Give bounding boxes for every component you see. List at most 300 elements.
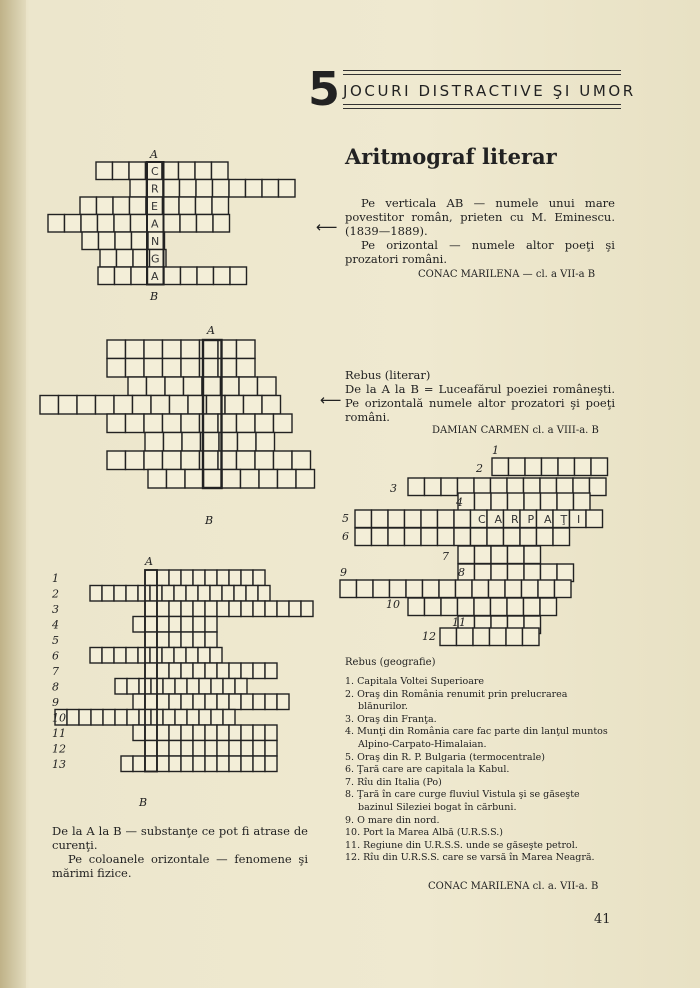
puzzle4-cell[interactable] [388, 510, 405, 528]
puzzle3-cell[interactable] [181, 725, 193, 741]
puzzle1-cell[interactable] [196, 180, 213, 198]
puzzle4-cell[interactable] [555, 580, 572, 598]
puzzle4-cell[interactable] [475, 564, 492, 582]
puzzle2-cell[interactable] [59, 396, 78, 415]
puzzle4-cell[interactable] [489, 580, 506, 598]
puzzle2-cell[interactable] [181, 340, 200, 359]
puzzle2-cell[interactable] [259, 470, 278, 489]
puzzle3-cell[interactable] [157, 741, 169, 757]
puzzle3-cell[interactable] [205, 756, 217, 772]
puzzle2-cell[interactable] [163, 340, 182, 359]
puzzle2-cell[interactable] [144, 340, 163, 359]
puzzle3-cell[interactable] [103, 710, 115, 726]
puzzle4-cell[interactable] [557, 564, 574, 582]
puzzle4-cell[interactable] [524, 598, 541, 616]
puzzle3-cell[interactable] [150, 648, 162, 664]
puzzle4-cell[interactable] [454, 510, 471, 528]
puzzle1-cell[interactable] [212, 197, 229, 215]
puzzle4-cell[interactable] [558, 458, 575, 476]
puzzle2-cell[interactable] [262, 396, 281, 415]
puzzle3-cell[interactable] [199, 679, 211, 695]
puzzle4-cell[interactable] [509, 458, 526, 476]
puzzle2-cell[interactable] [244, 396, 263, 415]
puzzle3-cell[interactable] [91, 710, 103, 726]
puzzle2-cell[interactable] [202, 377, 221, 396]
puzzle3-cell[interactable] [253, 601, 265, 617]
puzzle2-cell[interactable] [237, 451, 256, 470]
puzzle4-cell[interactable] [504, 528, 521, 546]
puzzle4-cell[interactable] [557, 493, 574, 511]
puzzle2-cell[interactable] [133, 396, 152, 415]
puzzle2-cell[interactable] [96, 396, 115, 415]
puzzle1-cell[interactable] [279, 180, 296, 198]
puzzle2-cell[interactable] [163, 414, 182, 433]
puzzle3-cell[interactable] [145, 741, 157, 757]
puzzle4-cell[interactable] [475, 546, 492, 564]
puzzle3-cell[interactable] [289, 601, 301, 617]
puzzle3-cell[interactable] [217, 663, 229, 679]
puzzle4-cell[interactable] [340, 580, 357, 598]
puzzle1-cell[interactable] [213, 180, 230, 198]
puzzle4-cell[interactable] [357, 580, 374, 598]
puzzle2-cell[interactable] [238, 433, 257, 452]
puzzle3-cell[interactable] [205, 663, 217, 679]
puzzle4-cell[interactable] [405, 528, 422, 546]
puzzle3-cell[interactable] [205, 570, 217, 586]
puzzle4-cell[interactable] [454, 528, 471, 546]
puzzle2-cell[interactable] [170, 396, 189, 415]
puzzle3-cell[interactable] [169, 601, 181, 617]
puzzle2-cell[interactable] [204, 470, 223, 489]
puzzle3-cell[interactable] [67, 710, 79, 726]
puzzle3-cell[interactable] [126, 586, 138, 602]
puzzle3-cell[interactable] [169, 725, 181, 741]
puzzle3-cell[interactable] [193, 663, 205, 679]
puzzle1-cell[interactable] [97, 197, 114, 215]
puzzle3-cell[interactable] [145, 694, 157, 710]
puzzle4-cell[interactable] [471, 528, 488, 546]
puzzle3-cell[interactable] [193, 756, 205, 772]
puzzle3-cell[interactable] [301, 601, 313, 617]
puzzle2-cell[interactable] [255, 414, 274, 433]
puzzle3-cell[interactable] [241, 741, 253, 757]
puzzle4-cell[interactable] [591, 458, 608, 476]
puzzle3-cell[interactable] [277, 694, 289, 710]
puzzle2-cell[interactable] [151, 396, 170, 415]
puzzle3-cell[interactable] [265, 663, 277, 679]
puzzle3-cell[interactable] [241, 725, 253, 741]
puzzle4-cell[interactable] [508, 493, 525, 511]
puzzle1-cell[interactable] [196, 197, 213, 215]
puzzle1-cell[interactable] [113, 162, 130, 180]
puzzle3-cell[interactable] [205, 632, 217, 648]
puzzle2-cell[interactable] [164, 433, 183, 452]
puzzle2-cell[interactable] [147, 377, 166, 396]
puzzle3-cell[interactable] [157, 694, 169, 710]
puzzle3-cell[interactable] [205, 741, 217, 757]
puzzle3-cell[interactable] [193, 632, 205, 648]
puzzle3-cell[interactable] [145, 617, 157, 633]
puzzle2-cell[interactable] [221, 377, 240, 396]
puzzle3-cell[interactable] [193, 570, 205, 586]
puzzle2-cell[interactable] [126, 340, 145, 359]
puzzle4-cell[interactable] [473, 628, 490, 646]
puzzle3-cell[interactable] [222, 586, 234, 602]
puzzle4-cell[interactable] [492, 458, 509, 476]
puzzle3-cell[interactable] [205, 725, 217, 741]
puzzle1-cell[interactable] [179, 162, 196, 180]
puzzle3-cell[interactable] [187, 710, 199, 726]
puzzle3-cell[interactable] [187, 679, 199, 695]
puzzle3-cell[interactable] [181, 694, 193, 710]
puzzle3-cell[interactable] [133, 756, 145, 772]
puzzle2-cell[interactable] [144, 359, 163, 378]
puzzle4-cell[interactable] [508, 546, 525, 564]
puzzle2-cell[interactable] [292, 451, 311, 470]
puzzle4-cell[interactable] [508, 564, 525, 582]
puzzle3-cell[interactable] [181, 632, 193, 648]
puzzle3-cell[interactable] [265, 741, 277, 757]
puzzle3-cell[interactable] [205, 617, 217, 633]
puzzle4-cell[interactable] [372, 528, 389, 546]
puzzle3-cell[interactable] [198, 648, 210, 664]
puzzle3-cell[interactable] [241, 694, 253, 710]
puzzle4-cell[interactable] [505, 580, 522, 598]
puzzle3-cell[interactable] [157, 663, 169, 679]
puzzle2-cell[interactable] [165, 377, 184, 396]
puzzle3-cell[interactable] [102, 586, 114, 602]
puzzle4-cell[interactable] [590, 478, 607, 496]
puzzle4-cell[interactable] [541, 564, 558, 582]
puzzle1-cell[interactable] [114, 215, 131, 233]
puzzle2-cell[interactable] [241, 470, 260, 489]
puzzle3-cell[interactable] [163, 679, 175, 695]
puzzle1-cell[interactable] [246, 180, 263, 198]
puzzle4-cell[interactable] [537, 528, 554, 546]
puzzle4-cell[interactable] [373, 580, 390, 598]
puzzle1-cell[interactable] [100, 250, 117, 268]
puzzle3-cell[interactable] [253, 663, 265, 679]
puzzle3-cell[interactable] [210, 586, 222, 602]
puzzle1-cell[interactable] [80, 197, 97, 215]
puzzle3-cell[interactable] [169, 632, 181, 648]
puzzle4-cell[interactable] [425, 478, 442, 496]
puzzle4-cell[interactable] [458, 546, 475, 564]
puzzle3-cell[interactable] [114, 648, 126, 664]
puzzle4-cell[interactable] [439, 580, 456, 598]
puzzle3-cell[interactable] [229, 694, 241, 710]
puzzle4-cell[interactable] [522, 580, 539, 598]
puzzle3-cell[interactable] [217, 570, 229, 586]
puzzle2-cell[interactable] [296, 470, 315, 489]
puzzle4-cell[interactable] [406, 580, 423, 598]
puzzle1-cell[interactable] [98, 267, 115, 285]
puzzle3-cell[interactable] [169, 756, 181, 772]
puzzle2-cell[interactable] [237, 340, 256, 359]
puzzle3-cell[interactable] [127, 679, 139, 695]
puzzle3-cell[interactable] [181, 756, 193, 772]
puzzle3-cell[interactable] [162, 648, 174, 664]
puzzle3-cell[interactable] [217, 756, 229, 772]
puzzle3-cell[interactable] [223, 710, 235, 726]
puzzle3-cell[interactable] [162, 586, 174, 602]
puzzle1-cell[interactable] [117, 250, 134, 268]
puzzle3-cell[interactable] [181, 663, 193, 679]
puzzle3-cell[interactable] [186, 648, 198, 664]
puzzle3-cell[interactable] [174, 586, 186, 602]
puzzle1-cell[interactable] [163, 180, 180, 198]
puzzle4-cell[interactable] [491, 546, 508, 564]
puzzle3-cell[interactable] [217, 725, 229, 741]
puzzle3-cell[interactable] [114, 586, 126, 602]
puzzle3-cell[interactable] [241, 570, 253, 586]
puzzle1-cell[interactable] [130, 197, 147, 215]
puzzle3-cell[interactable] [199, 710, 211, 726]
puzzle3-cell[interactable] [229, 663, 241, 679]
puzzle4-cell[interactable] [524, 564, 541, 582]
puzzle2-cell[interactable] [114, 396, 133, 415]
puzzle4-cell[interactable] [542, 458, 559, 476]
puzzle4-cell[interactable] [438, 528, 455, 546]
puzzle1-cell[interactable] [195, 162, 212, 180]
puzzle1-cell[interactable] [132, 232, 149, 250]
puzzle3-cell[interactable] [138, 586, 150, 602]
puzzle2-cell[interactable] [258, 377, 277, 396]
puzzle3-cell[interactable] [253, 756, 265, 772]
puzzle2-cell[interactable] [126, 414, 145, 433]
puzzle2-cell[interactable] [126, 359, 145, 378]
puzzle1-cell[interactable] [180, 215, 197, 233]
puzzle2-cell[interactable] [40, 396, 59, 415]
puzzle4-cell[interactable] [524, 493, 541, 511]
puzzle3-cell[interactable] [157, 570, 169, 586]
puzzle3-cell[interactable] [133, 617, 145, 633]
puzzle3-cell[interactable] [241, 663, 253, 679]
puzzle1-cell[interactable] [230, 267, 247, 285]
puzzle4-cell[interactable] [487, 528, 504, 546]
puzzle3-cell[interactable] [253, 725, 265, 741]
puzzle4-cell[interactable] [586, 510, 603, 528]
puzzle2-cell[interactable] [225, 396, 244, 415]
puzzle4-cell[interactable] [553, 528, 570, 546]
puzzle2-cell[interactable] [184, 377, 203, 396]
puzzle3-cell[interactable] [229, 756, 241, 772]
puzzle3-cell[interactable] [277, 601, 289, 617]
puzzle3-cell[interactable] [145, 725, 157, 741]
puzzle2-cell[interactable] [256, 433, 275, 452]
puzzle1-cell[interactable] [213, 215, 230, 233]
puzzle4-cell[interactable] [491, 493, 508, 511]
puzzle1-cell[interactable] [131, 215, 148, 233]
puzzle2-cell[interactable] [237, 359, 256, 378]
puzzle1-cell[interactable] [179, 197, 196, 215]
puzzle3-cell[interactable] [265, 601, 277, 617]
puzzle2-cell[interactable] [107, 340, 126, 359]
puzzle3-cell[interactable] [193, 741, 205, 757]
puzzle3-cell[interactable] [241, 756, 253, 772]
puzzle3-cell[interactable] [205, 601, 217, 617]
puzzle2-cell[interactable] [163, 451, 182, 470]
puzzle2-cell[interactable] [107, 451, 126, 470]
puzzle1-cell[interactable] [65, 215, 82, 233]
puzzle4-cell[interactable] [456, 580, 473, 598]
puzzle4-cell[interactable] [423, 580, 440, 598]
puzzle4-cell[interactable] [408, 478, 425, 496]
puzzle1-cell[interactable] [98, 215, 115, 233]
puzzle4-cell[interactable] [441, 598, 458, 616]
puzzle2-cell[interactable] [181, 414, 200, 433]
puzzle4-cell[interactable] [507, 598, 524, 616]
puzzle2-cell[interactable] [126, 451, 145, 470]
puzzle4-cell[interactable] [458, 598, 475, 616]
puzzle4-cell[interactable] [491, 564, 508, 582]
puzzle3-cell[interactable] [234, 586, 246, 602]
puzzle4-cell[interactable] [457, 628, 474, 646]
puzzle3-cell[interactable] [145, 632, 157, 648]
puzzle4-cell[interactable] [520, 528, 537, 546]
puzzle4-cell[interactable] [540, 598, 557, 616]
puzzle1-cell[interactable] [163, 197, 180, 215]
puzzle3-cell[interactable] [115, 710, 127, 726]
puzzle3-cell[interactable] [205, 694, 217, 710]
puzzle1-cell[interactable] [130, 180, 147, 198]
puzzle1-cell[interactable] [96, 162, 113, 180]
puzzle4-cell[interactable] [475, 493, 492, 511]
puzzle3-cell[interactable] [121, 756, 133, 772]
puzzle3-cell[interactable] [157, 601, 169, 617]
puzzle2-cell[interactable] [182, 433, 201, 452]
puzzle2-cell[interactable] [163, 359, 182, 378]
puzzle2-cell[interactable] [185, 470, 204, 489]
puzzle3-cell[interactable] [133, 725, 145, 741]
puzzle4-cell[interactable] [388, 528, 405, 546]
puzzle1-cell[interactable] [181, 267, 198, 285]
puzzle4-cell[interactable] [390, 580, 407, 598]
puzzle4-cell[interactable] [441, 478, 458, 496]
puzzle3-cell[interactable] [138, 648, 150, 664]
puzzle2-cell[interactable] [77, 396, 96, 415]
puzzle3-cell[interactable] [181, 601, 193, 617]
puzzle3-cell[interactable] [217, 601, 229, 617]
puzzle4-cell[interactable] [541, 493, 558, 511]
puzzle3-cell[interactable] [133, 694, 145, 710]
puzzle2-cell[interactable] [237, 414, 256, 433]
puzzle1-cell[interactable] [180, 180, 197, 198]
puzzle4-cell[interactable] [491, 598, 508, 616]
puzzle3-cell[interactable] [79, 710, 91, 726]
puzzle1-cell[interactable] [214, 267, 231, 285]
puzzle3-cell[interactable] [157, 632, 169, 648]
puzzle3-cell[interactable] [217, 741, 229, 757]
puzzle3-cell[interactable] [223, 679, 235, 695]
puzzle2-cell[interactable] [181, 359, 200, 378]
puzzle3-cell[interactable] [229, 570, 241, 586]
puzzle4-cell[interactable] [440, 628, 457, 646]
puzzle2-cell[interactable] [222, 470, 241, 489]
puzzle1-cell[interactable] [48, 215, 65, 233]
puzzle4-cell[interactable] [525, 458, 542, 476]
puzzle3-cell[interactable] [102, 648, 114, 664]
puzzle3-cell[interactable] [174, 648, 186, 664]
puzzle3-cell[interactable] [253, 741, 265, 757]
puzzle3-cell[interactable] [211, 710, 223, 726]
puzzle4-cell[interactable] [506, 628, 523, 646]
puzzle3-cell[interactable] [193, 601, 205, 617]
puzzle3-cell[interactable] [229, 741, 241, 757]
puzzle3-cell[interactable] [145, 570, 157, 586]
puzzle4-cell[interactable] [490, 628, 507, 646]
puzzle1-cell[interactable] [212, 162, 229, 180]
puzzle4-cell[interactable] [421, 528, 438, 546]
puzzle3-cell[interactable] [235, 679, 247, 695]
puzzle1-cell[interactable] [164, 215, 181, 233]
puzzle4-cell[interactable] [405, 510, 422, 528]
puzzle2-cell[interactable] [255, 451, 274, 470]
puzzle2-cell[interactable] [107, 414, 126, 433]
puzzle4-cell[interactable] [474, 598, 491, 616]
puzzle1-cell[interactable] [82, 232, 99, 250]
puzzle3-cell[interactable] [193, 725, 205, 741]
puzzle3-cell[interactable] [246, 586, 258, 602]
puzzle3-cell[interactable] [157, 756, 169, 772]
puzzle1-cell[interactable] [164, 267, 181, 285]
puzzle3-cell[interactable] [145, 663, 157, 679]
puzzle3-cell[interactable] [253, 570, 265, 586]
puzzle1-cell[interactable] [229, 180, 246, 198]
puzzle4-cell[interactable] [472, 580, 489, 598]
puzzle4-cell[interactable] [538, 580, 555, 598]
puzzle3-cell[interactable] [145, 756, 157, 772]
puzzle3-cell[interactable] [175, 710, 187, 726]
puzzle3-cell[interactable] [253, 694, 265, 710]
puzzle3-cell[interactable] [241, 601, 253, 617]
puzzle3-cell[interactable] [181, 741, 193, 757]
puzzle3-cell[interactable] [217, 694, 229, 710]
puzzle4-cell[interactable] [421, 510, 438, 528]
puzzle1-cell[interactable] [115, 267, 132, 285]
puzzle3-cell[interactable] [90, 648, 102, 664]
puzzle3-cell[interactable] [175, 679, 187, 695]
puzzle2-cell[interactable] [128, 377, 147, 396]
puzzle2-cell[interactable] [144, 414, 163, 433]
puzzle3-cell[interactable] [265, 725, 277, 741]
puzzle3-cell[interactable] [169, 663, 181, 679]
puzzle1-cell[interactable] [115, 232, 132, 250]
puzzle3-cell[interactable] [127, 710, 139, 726]
puzzle2-cell[interactable] [274, 451, 293, 470]
puzzle4-cell[interactable] [425, 598, 442, 616]
puzzle1-cell[interactable] [197, 267, 214, 285]
puzzle4-cell[interactable] [355, 510, 372, 528]
puzzle1-cell[interactable] [197, 215, 214, 233]
puzzle3-cell[interactable] [193, 617, 205, 633]
puzzle3-cell[interactable] [157, 725, 169, 741]
puzzle2-cell[interactable] [107, 359, 126, 378]
puzzle3-cell[interactable] [181, 617, 193, 633]
puzzle3-cell[interactable] [90, 586, 102, 602]
puzzle4-cell[interactable] [523, 628, 540, 646]
puzzle2-cell[interactable] [274, 414, 293, 433]
puzzle3-cell[interactable] [163, 710, 175, 726]
puzzle4-cell[interactable] [355, 528, 372, 546]
puzzle1-cell[interactable] [99, 232, 116, 250]
puzzle2-cell[interactable] [144, 451, 163, 470]
puzzle2-cell[interactable] [181, 451, 200, 470]
puzzle3-cell[interactable] [265, 756, 277, 772]
puzzle3-cell[interactable] [169, 570, 181, 586]
puzzle3-cell[interactable] [169, 617, 181, 633]
puzzle4-cell[interactable] [524, 546, 541, 564]
